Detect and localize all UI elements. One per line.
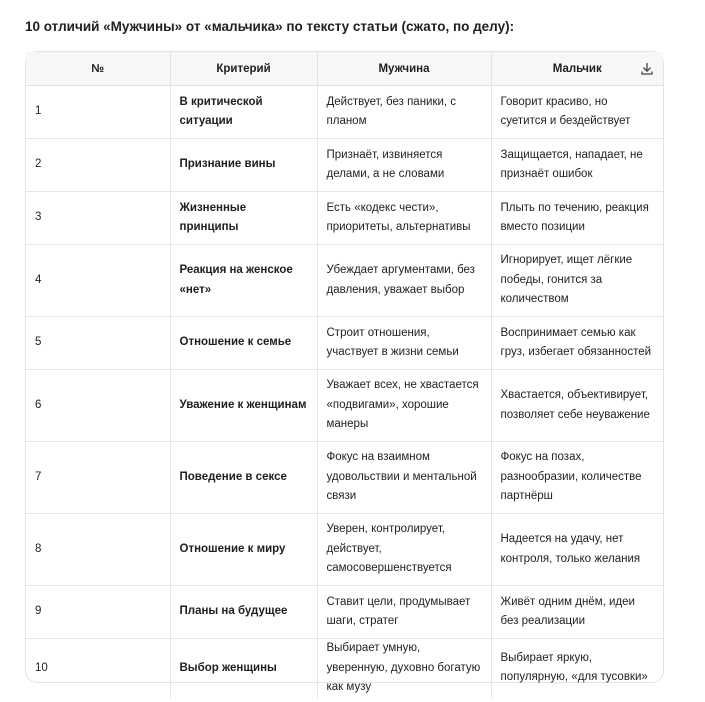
header-boy-label: Мальчик (552, 62, 602, 75)
table-row (26, 317, 663, 370)
row-number: 4 (26, 245, 170, 317)
row-criterion: Отношение к семье (170, 317, 317, 370)
table-row (26, 514, 663, 586)
table-row (26, 245, 663, 317)
row-boy: Надеется на удачу, нет контроля, только желания (491, 514, 663, 586)
row-number: 6 (26, 370, 170, 442)
page-heading: 10 отличий «Мужчины» от «мальчика» по тексту статьи (сжато, по делу): (25, 19, 515, 34)
row-number: 1 (35, 105, 42, 118)
row-man: Есть «кодекс чести», приоритеты, альтернативы (317, 192, 491, 245)
row-criterion: Планы на будущее (170, 586, 317, 639)
row-boy: Говорит красиво, но суетится и бездействует (491, 86, 663, 139)
row-boy: Живёт одним днём, идеи без реализации (491, 586, 663, 639)
table-row (26, 586, 663, 639)
row-man: Ставит цели, продумывает шаги, стратег (317, 586, 491, 639)
row-boy: Игнорирует, ищет лёгкие победы, гонится за количеством (491, 245, 663, 317)
row-boy: Выбирает яркую, популярную, «для тусовки» (491, 639, 663, 698)
row-man: Убеждает аргументами, без давления, уважает выбор (317, 245, 491, 317)
row-criterion: В критической ситуации (170, 86, 317, 139)
row-number: 2 (26, 139, 170, 192)
table-row (26, 86, 663, 139)
table-row (26, 639, 663, 698)
row-number: 7 (26, 442, 170, 514)
comparison-table (25, 51, 664, 693)
row-criterion: Выбор женщины (170, 639, 317, 698)
table-row (26, 370, 663, 442)
table-header-row (26, 52, 663, 86)
row-criterion: Жизненные принципы (170, 192, 317, 245)
header-man: Мужчина (317, 52, 491, 86)
row-criterion: Реакция на женское «нет» (170, 245, 317, 317)
row-man: Уверен, контролирует, действует, самосовершенствуется (317, 514, 491, 586)
row-boy: Защищается, нападает, не признаёт ошибок (491, 139, 663, 192)
header-number: № (26, 52, 170, 86)
row-criterion: Поведение в сексе (170, 442, 317, 514)
row-man: Действует, без паники, с планом (317, 86, 491, 139)
row-boy: Плыть по течению, реакция вместо позиции (491, 192, 663, 245)
row-boy: Воспринимает семью как груз, избегает обязанностей (491, 317, 663, 370)
row-number: 5 (26, 317, 170, 370)
header-criterion: Критерий (170, 52, 317, 86)
row-boy: Фокус на позах, разнообразии, количестве партнёрш (491, 442, 663, 514)
row-man: Признаёт, извиняется делами, а не словами (317, 139, 491, 192)
header-boy (491, 52, 663, 86)
row-man: Строит отношения, участвует в жизни семьи (317, 317, 491, 370)
row-number: 8 (26, 514, 170, 586)
row-criterion: Уважение к женщинам (170, 370, 317, 442)
row-number: 3 (26, 192, 170, 245)
row-criterion: Признание вины (170, 139, 317, 192)
row-man: Выбирает умную, уверенную, духовно богатую как музу (317, 639, 491, 698)
row-number: 10 (26, 639, 170, 698)
download-icon[interactable] (639, 61, 655, 77)
table-row (26, 442, 663, 514)
row-boy: Хвастается, объективирует, позволяет себе неуважение (491, 370, 663, 442)
table-row (26, 192, 663, 245)
row-man: Фокус на взаимном удовольствии и ментальной связи (317, 442, 491, 514)
table-row (26, 139, 663, 192)
row-criterion: Отношение к миру (170, 514, 317, 586)
clipped-previous-text (56, 0, 146, 4)
row-man: Уважает всех, не хвастается «подвигами», хорошие манеры (317, 370, 491, 442)
row-number: 9 (26, 586, 170, 639)
